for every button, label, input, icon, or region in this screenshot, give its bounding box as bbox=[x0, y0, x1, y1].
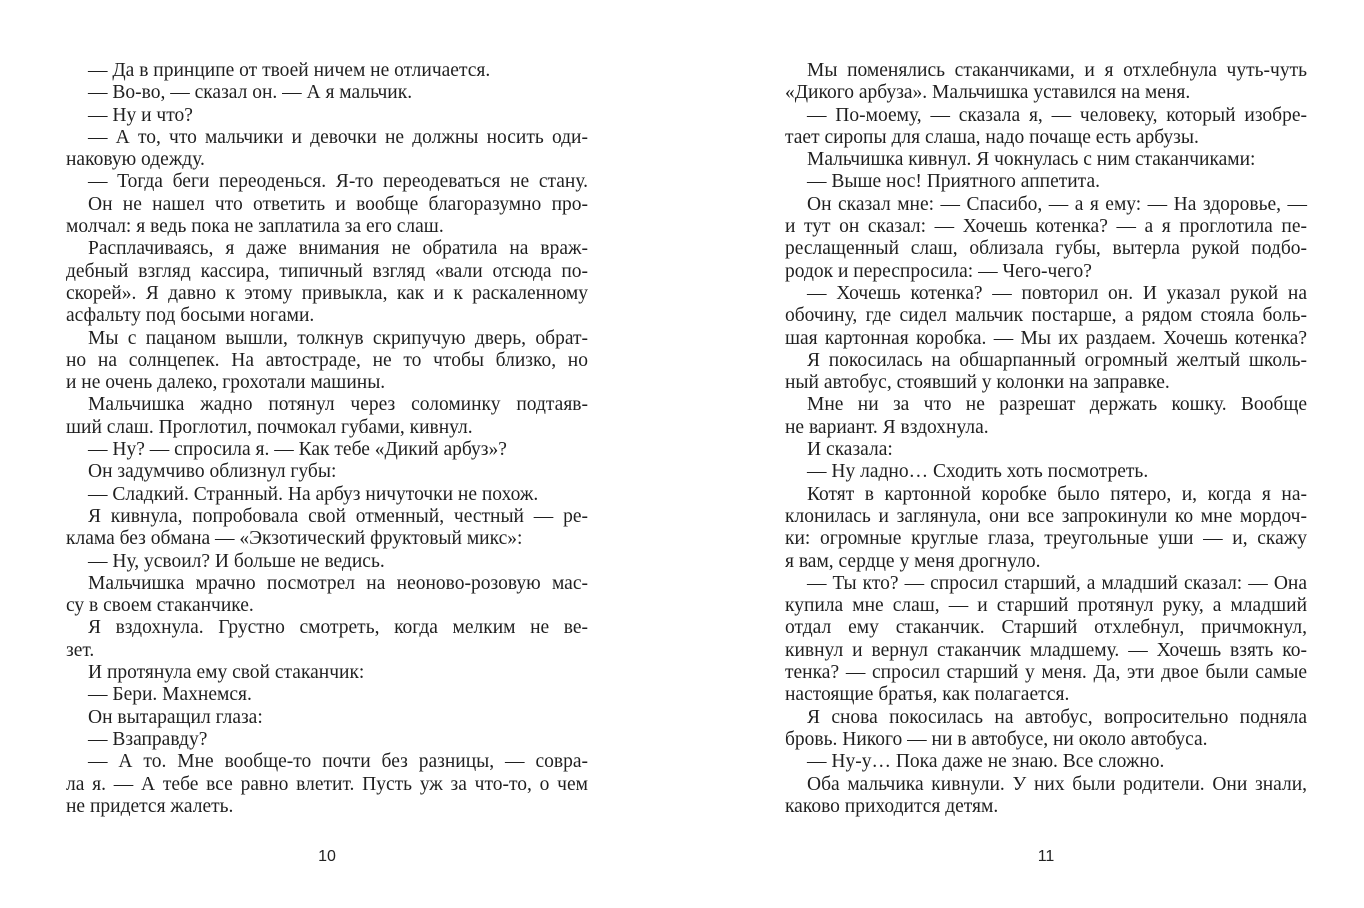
text-line: — Хочешь котенка? — повторил он. И указал рукой на bbox=[807, 282, 1307, 304]
text-line: — Ну-у… Пока даже не знаю. Все сложно. bbox=[807, 751, 1165, 773]
text-line: бровь. Никого — ни в автобусе, ни около автобуса. bbox=[785, 728, 1208, 750]
text-line: Он сказал мне: — Спасибо, — а я ему: — На здоровье, — bbox=[807, 193, 1307, 215]
text-line: настоящие братья, как полагается. bbox=[785, 684, 1070, 706]
text-line: Мы с пацаном вышли, толкнув скрипучую дверь, обрат- bbox=[88, 327, 588, 349]
text-line: — Да в принципе от твоей ничем не отличается. bbox=[88, 60, 491, 81]
text-line: — Взаправду? bbox=[88, 728, 208, 750]
text-line: — А то, что мальчики и девочки не должны носить оди- bbox=[88, 126, 588, 148]
text-line: Оба мальчика кивнули. У них были родители. Они знали, bbox=[807, 773, 1307, 795]
text-line: И протянула ему свой стаканчик: bbox=[88, 662, 365, 684]
text-line: кивнул и вернул стаканчик младшему. — Хочешь взять ко- bbox=[785, 639, 1307, 661]
text-line: Я вздохнула. Грустно смотреть, когда мелким не ве- bbox=[88, 617, 588, 639]
text-line: — А то. Мне вообще-то почти без разницы, — совра- bbox=[88, 751, 588, 773]
text-line: — Во-во, — сказал он. — А я мальчик. bbox=[88, 82, 413, 104]
text-line: Я кивнула, попробовала свой отменный, честный — ре- bbox=[88, 505, 588, 527]
page-left bbox=[66, 0, 588, 908]
text-line: Я покосилась на обшарпанный огромный желтый школь- bbox=[807, 349, 1307, 371]
text-line: молчал: я ведь пока не заплатила за его слаш. bbox=[66, 216, 444, 238]
text-line: Котят в картонной коробке было пятеро, и, когда я на- bbox=[807, 483, 1307, 505]
text-line: дебный взгляд кассира, типичный взгляд «вали отсюда по- bbox=[66, 260, 588, 282]
text-line: Мы поменялись стаканчиками, и я отхлебнула чуть-чуть bbox=[807, 60, 1307, 81]
text-line: не придется жалеть. bbox=[66, 795, 234, 817]
text-line: — Выше нос! Приятного аппетита. bbox=[807, 171, 1100, 193]
text-line: тенка? — спросил старший у меня. Да, эти двое были самые bbox=[785, 662, 1307, 684]
text-line: асфальту под босыми ногами. bbox=[66, 305, 315, 327]
page-right-text bbox=[785, 60, 1307, 818]
text-line: родок и переспросила: — Чего-чего? bbox=[785, 260, 1092, 282]
text-line: — По-моему, — сказала я, — человеку, который изобре- bbox=[807, 104, 1307, 126]
text-line: каково приходится детям. bbox=[785, 795, 999, 817]
text-line: ший слаш. Проглотил, почмокал губами, кивнул. bbox=[66, 416, 473, 438]
text-line: Он задумчиво облизнул губы: bbox=[88, 461, 337, 483]
text-line: и не очень далеко, грохотали машины. bbox=[66, 372, 386, 394]
text-line: шая картонная коробка. — Мы их раздаем. Хочешь котенка? bbox=[785, 327, 1307, 349]
text-line: обочину, где сидел мальчик постарше, а рядом стояла боль- bbox=[785, 305, 1307, 327]
text-line: отдал ему стаканчик. Старший отхлебнул, причмокнул, bbox=[785, 617, 1307, 639]
text-line: я вам, сердце у меня дрогнуло. bbox=[785, 550, 1041, 572]
text-line: — Ну ладно… Сходить хоть посмотреть. bbox=[807, 461, 1149, 483]
page-right bbox=[785, 0, 1307, 908]
text-line: — Ну, усвоил? И больше не ведись. bbox=[88, 550, 385, 572]
text-line: — Сладкий. Странный. На арбуз ничуточки не похож. bbox=[88, 483, 539, 505]
text-line: клонилась и заглянула, они все запрокинули ко мне мордоч- bbox=[785, 505, 1307, 527]
text-line: — Ну? — спросила я. — Как тебе «Дикий арбуз»? bbox=[88, 439, 507, 461]
text-line: реслащенный слаш, облизала губы, вытерла рукой подбо- bbox=[785, 238, 1307, 260]
text-line: ла я. — А тебе все равно влетит. Пусть уж за что-то, о чем bbox=[66, 773, 588, 795]
text-line: и тут он сказал: — Хочешь котенка? — а я проглотила пе- bbox=[785, 216, 1307, 238]
text-line: Мальчишка мрачно посмотрел на неоново-розовую мас- bbox=[88, 572, 588, 594]
text-line: — Ну и что? bbox=[88, 104, 193, 126]
text-line: зет. bbox=[66, 639, 95, 661]
text-line: Расплачиваясь, я даже внимания не обратила на враж- bbox=[88, 238, 588, 260]
text-line: купила мне слаш, — и старший протянул руку, а младший bbox=[785, 595, 1307, 617]
text-line: Мальчишка жадно потянул через соломинку подтаяв- bbox=[88, 394, 588, 416]
text-line: су в своем стаканчике. bbox=[66, 595, 254, 617]
text-line: — Тогда беги переоденься. Я-то переодеваться не стану. bbox=[88, 171, 588, 193]
text-line: — Бери. Махнемся. bbox=[88, 684, 252, 706]
page-right-number: 11 bbox=[1037, 848, 1055, 865]
text-line: клама без обмана — «Экзотический фруктовый микс»: bbox=[66, 528, 523, 550]
text-line: Он не нашел что ответить и вообще благоразумно про- bbox=[88, 193, 588, 215]
text-line: Он вытаращил глаза: bbox=[88, 706, 263, 728]
text-line: но на солнцепек. На автостраде, не то чтобы близко, но bbox=[66, 349, 588, 371]
text-line: не вариант. Я вздохнула. bbox=[785, 416, 989, 438]
text-line: Мне ни за что не разрешат держать кошку. Вообще bbox=[807, 394, 1307, 416]
text-line: Я снова покосилась на автобус, вопросительно подняла bbox=[807, 706, 1307, 728]
text-line: — Ты кто? — спросил старший, а младший сказал: — Она bbox=[807, 572, 1307, 594]
text-line: Мальчишка кивнул. Я чокнулась с ним стаканчиками: bbox=[807, 149, 1256, 171]
text-line: тает сиропы для слаша, надо почаще есть арбузы. bbox=[785, 126, 1199, 148]
page-left-text bbox=[66, 60, 588, 818]
text-line: скорей». Я давно к этому привыкла, как и к раскаленному bbox=[66, 282, 588, 304]
text-line: ный автобус, стоявший у колонки на заправке. bbox=[785, 372, 1170, 394]
text-line: И сказала: bbox=[807, 439, 893, 461]
text-line: наковую одежду. bbox=[66, 149, 205, 171]
text-line: «Дикого арбуза». Мальчишка уставился на меня. bbox=[785, 82, 1191, 104]
text-line: ки: огромные круглые глаза, треугольные уши — и, скажу bbox=[785, 528, 1307, 550]
page-left-number: 10 bbox=[318, 848, 336, 865]
